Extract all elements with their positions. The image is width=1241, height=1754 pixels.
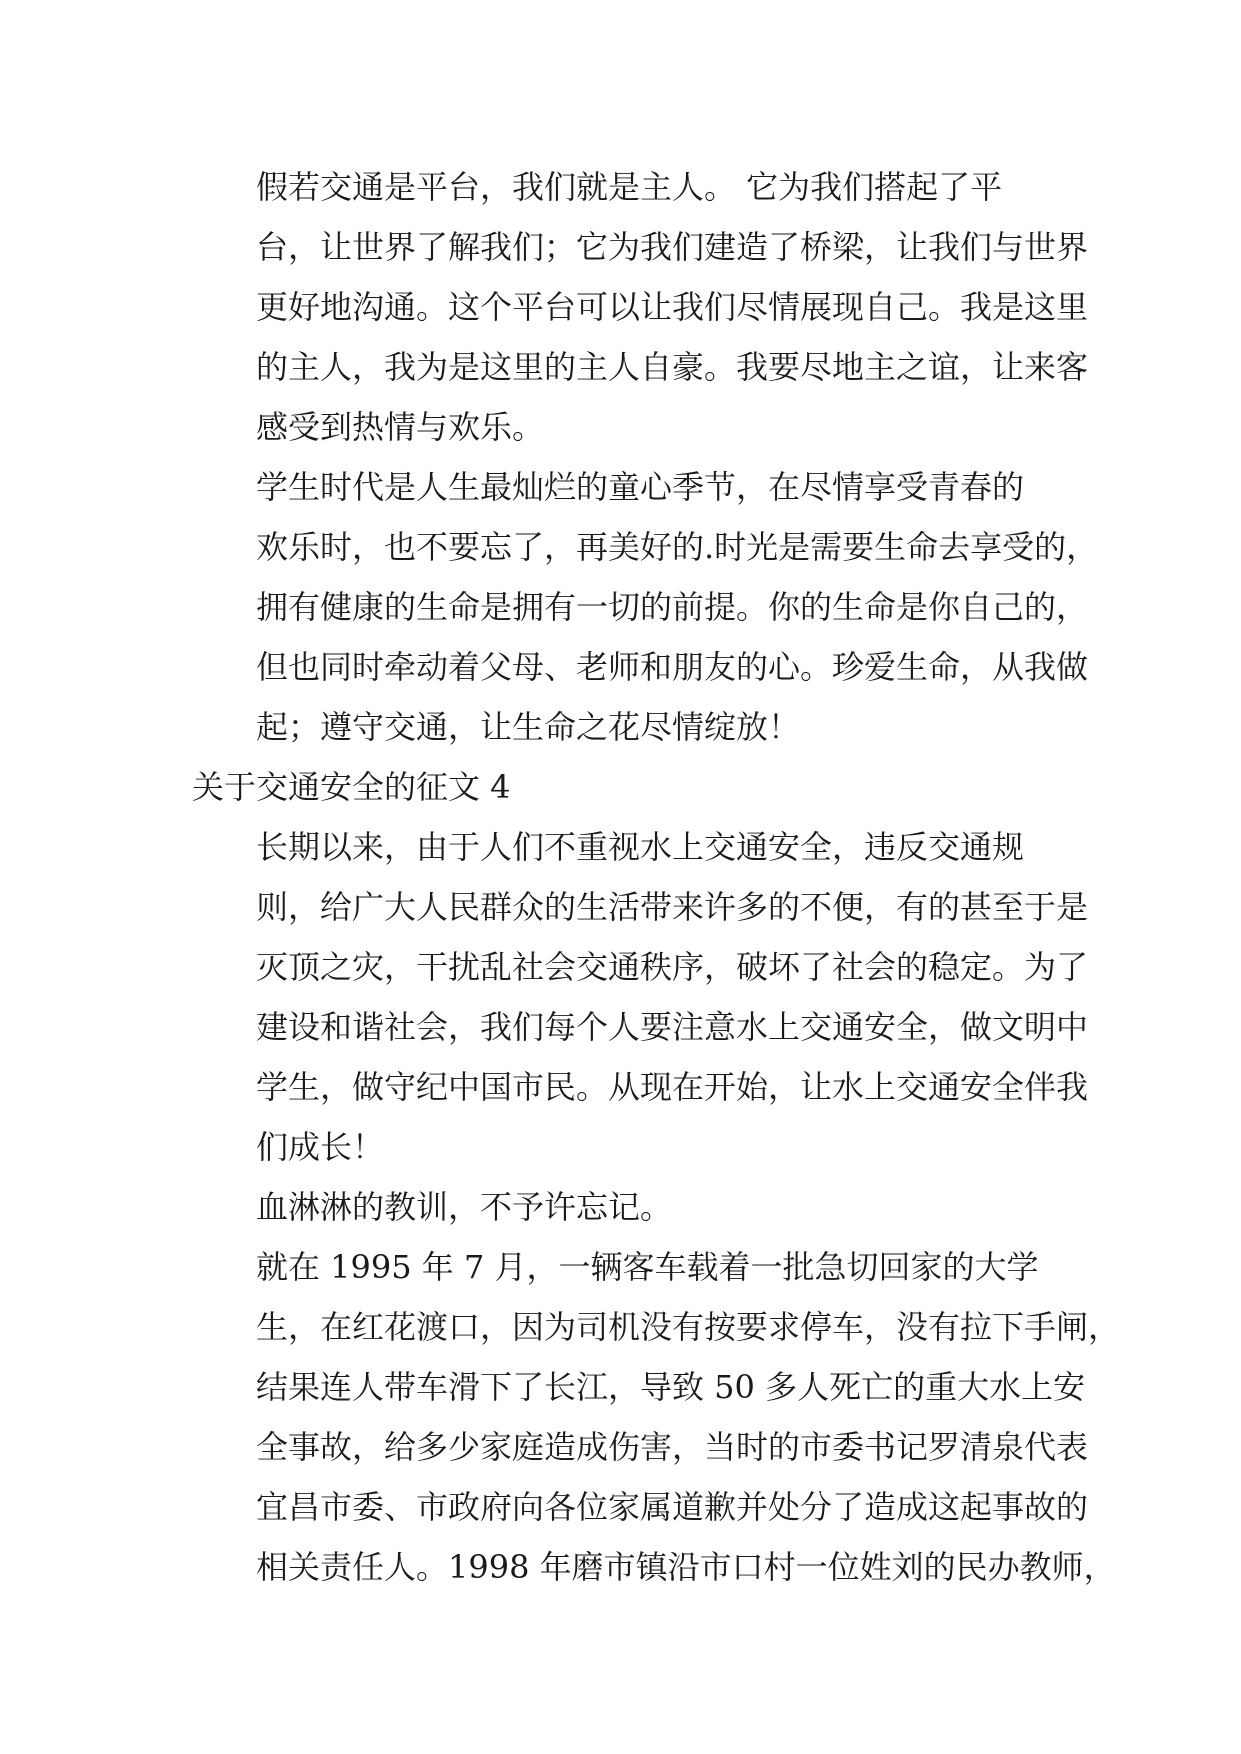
- text-line: 学生时代是人生最灿烂的童心季节，在尽情享受青春的: [256, 468, 1025, 506]
- document-body: [192, 157, 1121, 1597]
- text-line: 拥有健康的生命是拥有一切的前提。你的生命是你自己的，: [256, 588, 1089, 626]
- text-line: 但也同时牵动着父母、老师和朋友的心。珍爱生命，从我做: [256, 648, 1089, 686]
- text-line: 起；遵守交通，让生命之花尽情绽放！: [256, 708, 801, 746]
- text-line: 全事故，给多少家庭造成伤害，当时的市委书记罗清泉代表: [256, 1428, 1089, 1466]
- text-line: 宜昌市委、市政府向各位家属道歉并处分了造成这起事故的: [256, 1488, 1089, 1526]
- text-line: 假若交通是平台，我们就是主人。 它为我们搭起了平: [256, 168, 1003, 206]
- essay-heading: [192, 757, 1052, 817]
- text-line: 台，让世界了解我们；它为我们建造了桥梁，让我们与世界: [256, 228, 1089, 266]
- text-line: 生，在红花渡口，因为司机没有按要求停车，没有拉下手闸，: [256, 1308, 1121, 1346]
- text-line: 建设和谐社会，我们每个人要注意水上交通安全，做文明中: [256, 1008, 1089, 1046]
- text-line: 相关责任人。1998 年磨市镇沿市口村一位姓刘的民办教师，: [256, 1548, 1116, 1586]
- text-line: 就在 1995 年 7 月，一辆客车载着一批急切回家的大学: [256, 1248, 1039, 1286]
- text-line: 感受到热情与欢乐。: [256, 408, 545, 446]
- text-line: 血淋淋的教训，不予许忘记。: [256, 1188, 673, 1226]
- text-line: 学生，做守纪中国市民。从现在开始，让水上交通安全伴我: [256, 1068, 1089, 1106]
- text-line: 更好地沟通。这个平台可以让我们尽情展现自己。我是这里: [256, 288, 1089, 326]
- paragraph-water-traffic: [192, 817, 1089, 1177]
- text-line: 欢乐时，也不要忘了，再美好的.时光是需要生命去享受的，: [256, 528, 1099, 566]
- text-line: 长期以来，由于人们不重视水上交通安全，违反交通规: [256, 828, 1025, 866]
- text-line: 的主人，我为是这里的主人自豪。我要尽地主之谊，让来客: [256, 348, 1089, 386]
- text-line: 关于交通安全的征文 4: [192, 768, 511, 806]
- paragraph-platform: [192, 157, 1089, 457]
- paragraph-accident: [192, 1237, 1121, 1597]
- text-line: 则，给广大人民群众的生活带来许多的不便，有的甚至于是: [256, 888, 1089, 926]
- text-line: 灭顶之灾，干扰乱社会交通秩序，破坏了社会的稳定。为了: [256, 948, 1089, 986]
- paragraph-student-life: [192, 457, 1099, 757]
- text-line: 们成长！: [256, 1128, 385, 1166]
- text-line: 结果连人带车滑下了长江，导致 50 多人死亡的重大水上安: [256, 1368, 1086, 1406]
- paragraph-lesson: [192, 1177, 1052, 1237]
